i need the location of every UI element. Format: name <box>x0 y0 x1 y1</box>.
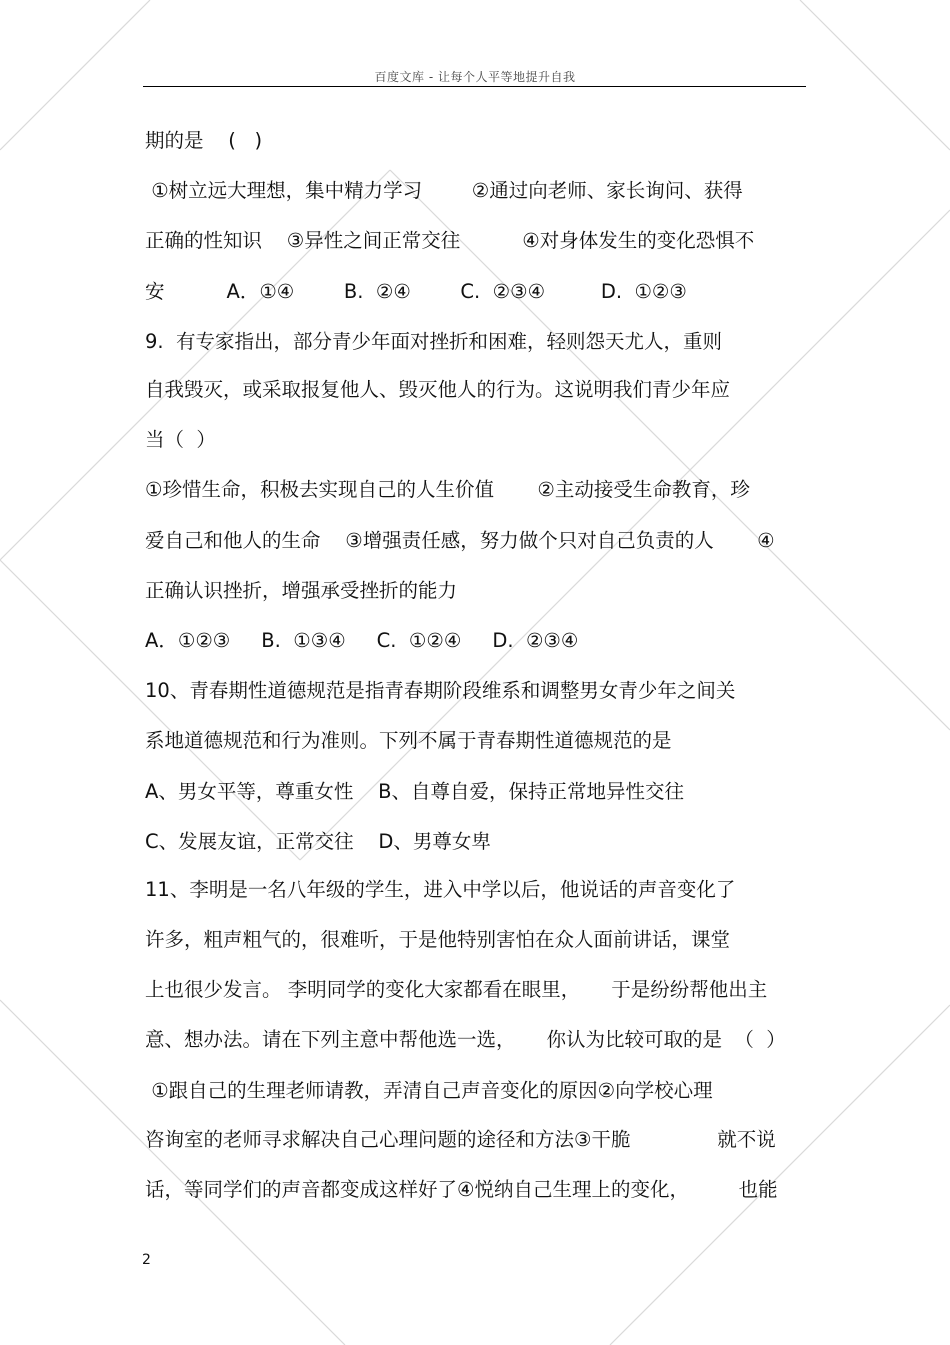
page-header: 百度文库 - 让每个人平等地提升自我 <box>374 70 576 84</box>
text-line: 上也很少发言。 李明同学的变化大家都看在眼里， 于是纷纷帮他出主 <box>145 978 768 1001</box>
text-line: 11、李明是一名八年级的学生，进入中学以后，他说话的声音变化了 <box>145 878 736 901</box>
text-line: ①珍惜生命，积极去实现自己的人生价值 ②主动接受生命教育，珍 <box>145 478 750 501</box>
watermark-line <box>610 1005 950 1345</box>
page-number: 2 <box>142 1252 151 1268</box>
text-line: 自我毁灭，或采取报复他人、毁灭他人的行为。这说明我们青少年应 <box>145 378 731 401</box>
text-line: 爱自己和他人的生命 ③增强责任感，努力做个只对自己负责的人 ④ <box>145 529 775 552</box>
watermark-line <box>0 560 300 860</box>
text-line: 系地道德规范和行为准则。下列不属于青春期性道德规范的是 <box>145 729 672 752</box>
text-line: 意、想办法。请在下列主意中帮他选一选， 你认为比较可取的是 （ ） <box>145 1028 786 1051</box>
text-line: 期的是 ( ) <box>145 129 263 152</box>
header-divider <box>143 86 806 87</box>
text-line: 咨询室的老师寻求解决自己心理问题的途径和方法③干脆 就不说 <box>145 1128 776 1151</box>
text-line: A、男女平等，尊重女性 B、自尊自爱，保持正常地异性交往 <box>145 780 685 803</box>
text-line: 话，等同学们的声音都变成这样好了④悦纳自己生理上的变化， 也能 <box>145 1178 778 1201</box>
text-line: ①树立远大理想，集中精力学习 ②通过向老师、家长询问、获得 <box>145 179 743 202</box>
text-line: 许多，粗声粗气的，很难听，于是他特别害怕在众人面前讲话，课堂 <box>145 928 731 951</box>
text-line: 正确的性知识 ③异性之间正常交往 ④对身体发生的变化恐惧不 <box>145 229 755 252</box>
text-line: A．①②③ B. ①③④ C. ①②④ D. ②③④ <box>145 629 579 652</box>
text-line: 9. 有专家指出，部分青少年面对挫折和困难，轻则怨天尤人，重则 <box>145 330 723 353</box>
text-line: ①跟自己的生理老师请教，弄清自己声音变化的原因②向学校心理 <box>145 1079 713 1102</box>
text-line: C、发展友谊，正常交往 D、男尊女卑 <box>145 830 491 853</box>
text-line: 安 A．①④ B. ②④ C. ②③④ D. ①②③ <box>145 280 687 303</box>
text-line: 10、青春期性道德规范是指青春期阶段维系和调整男女青少年之间关 <box>145 679 736 702</box>
text-line: 正确认识挫折，增强承受挫折的能力 <box>145 579 458 602</box>
text-line: 当（ ） <box>145 428 216 451</box>
